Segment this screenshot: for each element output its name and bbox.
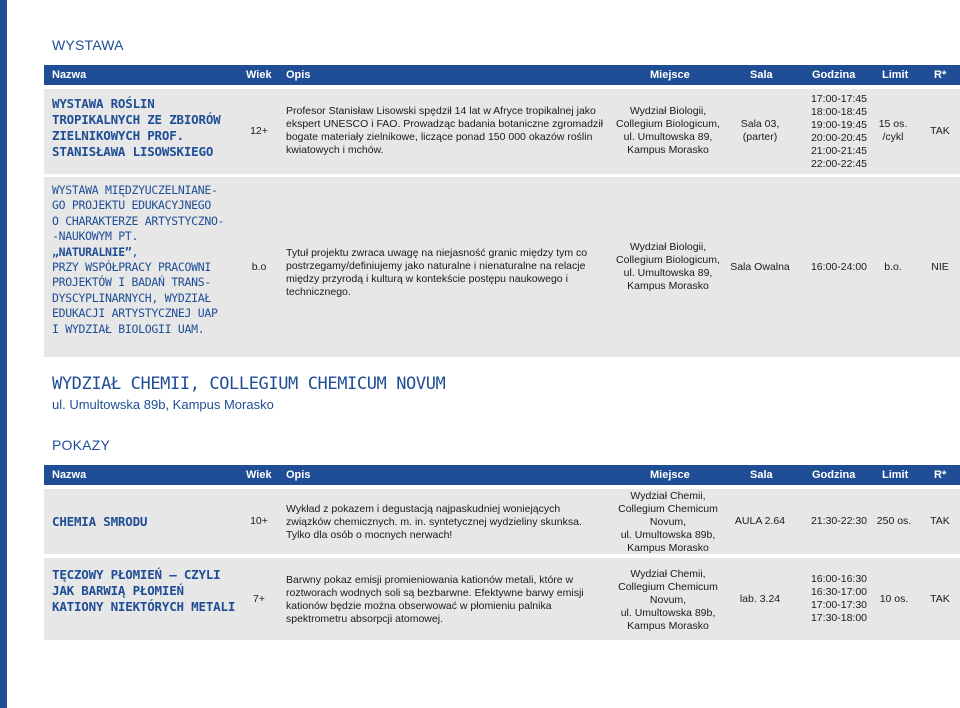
table-row [44,558,960,640]
event-registration: NIE [931,260,949,273]
event-limit: 250 os. [876,515,912,527]
event-age: 7+ [253,592,265,605]
event-name: CHEMIA SMRODU [52,513,148,529]
header-desc: Opis [286,469,311,481]
header-place: Miejsce [650,69,690,81]
event-age: b.o [251,260,267,273]
event-description: Profesor Stanisław Lisowski spędził 14 lat w Afryce tropikalnej jako ekspert UNESCO i FAO. Prowadząc badania botaniczne zgromadził bogate materiały zielnikowe, liczące ponad 150 000 okazów roślin kwiatowych i mchów. [286,105,603,156]
event-description: Barwny pokaz emisji promieniowania kationów metali, które w roztworach wodnych soli są bezbarwne. Efektywne barwy emisji kationów będzie można obserwować w płomieniu palnika spektrometru absorpcji atomowej. [286,574,584,625]
header-limit: Limit [882,69,909,81]
header-r: R* [934,469,947,481]
event-place: Wydział Biologii, Collegium Biologicum, ul. Umultowska 89, Kampus Morasko [616,241,720,292]
event-age: 10+ [250,515,268,527]
event-description: Tytuł projektu zwraca uwagę na niejasność granic między tym co postrzegamy/definiujemy jako naturalne i nienaturalne na relacje między przyrodą i kulturą w kontekście postępu naukowego i technicznego. [286,247,588,298]
event-limit: b.o. [884,260,902,273]
event-times: 17:00-17:45 18:00-18:45 19:00-19:45 20:00-20:45 21:00-21:45 22:00-22:45 [810,93,868,170]
event-name: WYSTAWA ROŚLIN TROPIKALNYCH ZE ZBIORÓW ZIELNIKOWYCH PROF. STANISŁAWA LISOWSKIEGO [52,96,221,159]
table-header [44,65,960,85]
header-place: Miejsce [650,469,690,481]
header-limit: Limit [882,469,909,481]
event-room: AULA 2.64 [734,515,786,527]
event-times: 21:30-22:30 [810,515,868,527]
event-name: TĘCZOWY PŁOMIEŃ – CZYLI JAK BARWIĄ PŁOMIEŃ KATIONY NIEKTÓRYCH METALI [52,567,236,614]
header-age: Wiek [246,69,272,81]
event-registration: TAK [930,592,950,605]
event-place: Wydział Chemii, Collegium Chemicum Novum, ul. Umultowska 89b, Kampus Morasko [618,490,718,554]
header-age: Wiek [246,469,272,481]
event-age: 12+ [250,125,268,137]
header-room: Sala [750,469,773,481]
section-title-wystawa: WYSTAWA [52,37,124,53]
table-header [44,465,960,485]
event-limit: 15 os. /cykl [878,118,908,143]
event-room: lab. 3.24 [739,592,781,605]
event-description: Wykład z pokazem i degustacją najpaskudniej woniejących związków chemicznych. m. in. syntetycznej wydzieliny skunksa. Tylko dla osób o mocnych nerwach! [286,503,582,541]
table-row [44,489,960,554]
header-room: Sala [750,69,773,81]
left-accent-bar [0,0,7,708]
table-row [44,177,960,357]
faculty-title: WYDZIAŁ CHEMII, COLLEGIUM CHEMICUM NOVUM [52,374,446,394]
header-time: Godzina [812,469,856,481]
event-room: Sala 03, (parter) [740,118,780,143]
event-times: 16:00-24:00 [810,260,868,273]
event-registration: TAK [930,515,950,527]
event-name: WYSTAWA MIĘDZYUCZELNIANE- GO PROJEKTU EDUKACYJNEGO O CHARAKTERZE ARTYSTYCZNO- -NAUKOWYM PT. „NATURALNIE”, PRZY WSPÓŁPRACY PRACOWNI PROJEKTÓW I BADAŃ TRANS- DYSCYPLINARNYCH, WYDZIAŁ EDUKACJI ARTYSTYCZNEJ UAP I WYDZIAŁ BIOLOGII UAM. [52,183,225,336]
header-name: Nazwa [52,469,87,481]
event-limit: 10 os. [879,592,909,605]
header-name: Nazwa [52,69,87,81]
event-times: 16:00-16:30 16:30-17:00 17:00-17:30 17:30-18:00 [810,573,868,624]
event-place: Wydział Biologii, Collegium Biologicum, ul. Umultowska 89, Kampus Morasko [616,105,720,156]
header-desc: Opis [286,69,311,81]
header-time: Godzina [812,69,856,81]
event-place: Wydział Chemii, Collegium Chemicum Novum, ul. Umultowska 89b, Kampus Morasko [618,568,718,632]
section-title-pokazy: POKAZY [52,437,110,453]
event-registration: TAK [930,125,950,137]
event-room: Sala Owalna [730,260,790,273]
faculty-address: ul. Umultowska 89b, Kampus Morasko [52,397,274,412]
table-row [44,89,960,174]
header-r: R* [934,69,947,81]
